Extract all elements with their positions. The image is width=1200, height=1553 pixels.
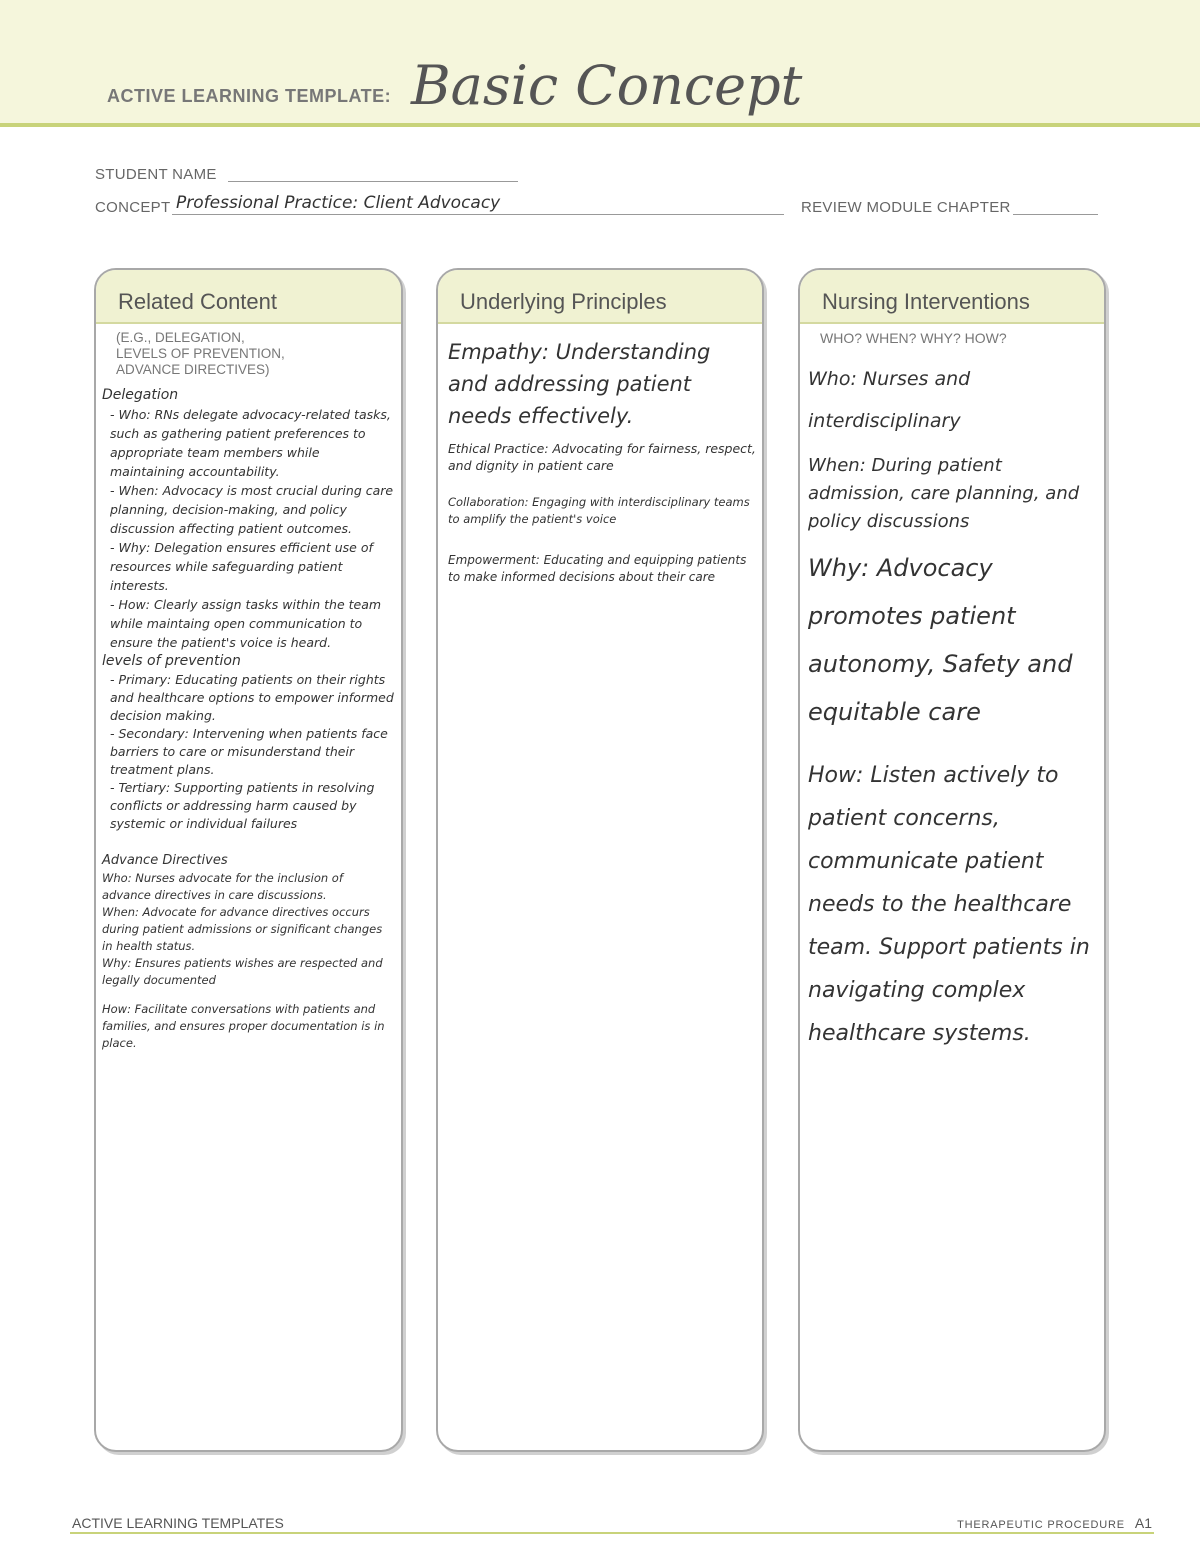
- note-item: - Secondary: Intervening when patients face barriers to care or misunderstand their treatment plans.: [110, 726, 388, 777]
- note-item: - How: Clearly assign tasks within the team while maintaing open communication to ensure the patient's voice is heard.: [110, 597, 382, 650]
- related-content-notes[interactable]: [96, 386, 401, 1052]
- principle-item: Collaboration: Engaging with interdisciplinary teams to amplify the patient's voice: [448, 495, 750, 526]
- nursing-interventions-notes[interactable]: [800, 358, 1104, 1055]
- footer-divider: [70, 1532, 1154, 1534]
- concept-field[interactable]: [172, 214, 784, 215]
- principle-item: Empathy: Understanding and addressing patient needs effectively.: [448, 340, 711, 428]
- note-item: - Why: Delegation ensures efficient use of resources while safeguarding patient interests.: [110, 540, 373, 593]
- student-name-field[interactable]: [228, 181, 518, 182]
- review-module-label: REVIEW MODULE CHAPTER: [801, 199, 1011, 216]
- underlying-principles-header: [438, 270, 762, 324]
- nursing-interventions-header: [800, 270, 1104, 324]
- intervention-item: Who: Nurses and interdisciplinary: [808, 368, 971, 432]
- related-content-column: [94, 268, 403, 1452]
- template-header: [0, 0, 1200, 127]
- note-item: When: Advocate for advance directives occurs during patient admissions or significant changes in health status.: [102, 905, 383, 953]
- template-title: Basic Concept: [411, 54, 803, 117]
- footer-code: A1: [1134, 1515, 1152, 1531]
- concept-value: Professional Practice: Client Advocacy: [176, 193, 501, 213]
- footer-procedure-label: THERAPEUTIC PROCEDURE: [957, 1519, 1125, 1531]
- note-item: Who: Nurses advocate for the inclusion of advance directives in care discussions.: [102, 871, 343, 902]
- note-heading: Advance Directives: [102, 853, 228, 868]
- underlying-principles-column: [436, 268, 764, 1452]
- note-heading: Delegation: [102, 387, 179, 403]
- student-name-label: STUDENT NAME: [95, 166, 217, 183]
- intervention-item: How: Listen actively to patient concerns, communicate patient needs to the healthcare team. Support patients in navigating complex healthcare systems.: [808, 763, 1090, 1046]
- related-content-title: Related Content: [118, 289, 277, 314]
- template-label: ACTIVE LEARNING TEMPLATE:: [107, 86, 392, 106]
- note-item: - When: Advocacy is most crucial during care planning, decision-making, and policy discussion affecting patient outcomes.: [110, 483, 394, 536]
- note-heading: levels of prevention: [102, 653, 241, 669]
- nursing-interventions-column: [798, 268, 1106, 1452]
- review-module-field[interactable]: [1013, 214, 1098, 215]
- note-item: - Tertiary: Supporting patients in resolving conflicts or addressing harm caused by systemic or individual failures: [110, 780, 375, 831]
- intervention-item: Why: Advocacy promotes patient autonomy, Safety and equitable care: [808, 554, 1073, 726]
- note-item: How: Facilitate conversations with patients and families, and ensures proper documentation is in place.: [102, 1002, 385, 1050]
- footer-title: ACTIVE LEARNING TEMPLATES: [72, 1515, 284, 1531]
- principle-item: Empowerment: Educating and equipping patients to make informed decisions about their care: [448, 553, 747, 584]
- nursing-interventions-title: Nursing Interventions: [822, 289, 1030, 314]
- note-item: - Primary: Educating patients on their rights and healthcare options to empower informed decision making.: [110, 672, 394, 723]
- underlying-principles-notes[interactable]: [438, 336, 762, 586]
- related-content-subtitle: (E.G., DELEGATION, LEVELS OF PREVENTION, ADVANCE DIRECTIVES): [116, 330, 285, 377]
- note-item: - Who: RNs delegate advocacy-related tasks, such as gathering patient preferences to appropriate team members while maintaining accountability.: [110, 407, 391, 479]
- note-item: Why: Ensures patients wishes are respected and legally documented: [102, 956, 383, 987]
- concept-label: CONCEPT: [95, 199, 171, 216]
- underlying-principles-title: Underlying Principles: [460, 289, 667, 314]
- principle-item: Ethical Practice: Advocating for fairness, respect, and dignity in patient care: [448, 441, 756, 473]
- nursing-interventions-subtitle: WHO? WHEN? WHY? HOW?: [820, 330, 1007, 346]
- intervention-item: When: During patient admission, care planning, and policy discussions: [808, 455, 1080, 532]
- related-content-header: [96, 270, 401, 324]
- footer-procedure: [957, 1515, 1152, 1531]
